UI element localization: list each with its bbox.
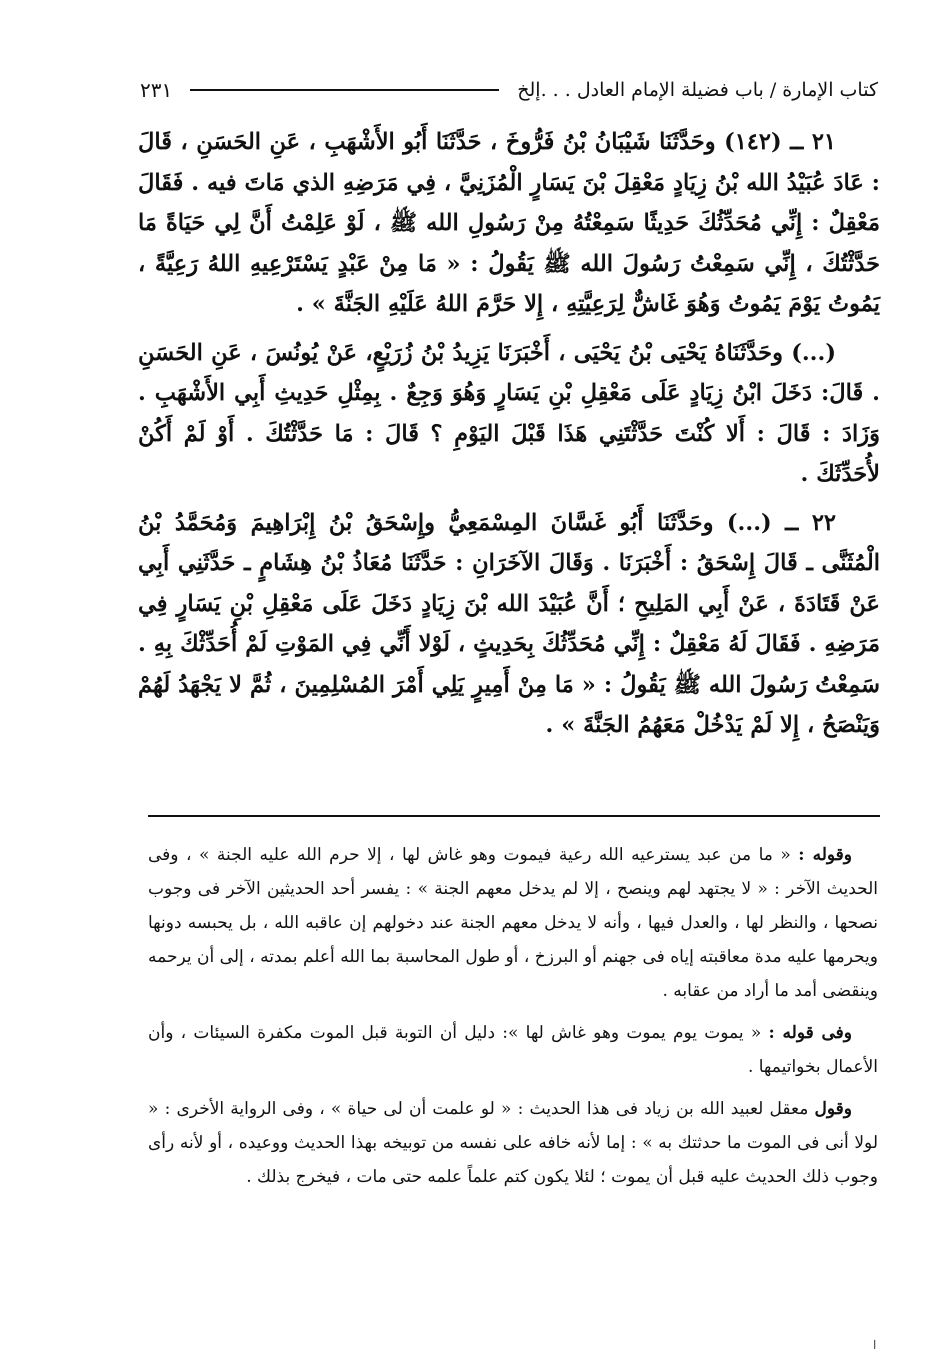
chapter-title: كتاب الإمارة / باب فضيلة الإمام العادل . . .إلخ: [517, 79, 878, 101]
commentary-lead: وقوله :: [798, 845, 852, 865]
header-rule: [190, 89, 499, 91]
footnote-divider: [148, 815, 880, 817]
hadith-text: [138, 122, 880, 746]
running-header: [140, 70, 878, 110]
page-number: ٢٣١: [140, 78, 173, 102]
commentary-paragraph: [148, 1016, 878, 1084]
hadith-22: ٢٢ ــ (...) وحَدَّثَنَا أَبُو غَسَّانَ المِسْمَعِيُّ وإِسْحَقُ بْنُ إِبْرَاهِيمَ وَمُحَمَّدُ بْنُ الْمُثَنَّى ـ قَالَ إِسْحَقُ : أَخْبَرَنَا . وَقَالَ الآخَرَانِ : حَدَّثَنَا مُعَاذُ بْنُ هِشَامٍ ـ حَدَّثَنِي أَبِي عَنْ قَتَادَةَ ، عَنْ أَبِي المَلِيحِ ؛ أَنَّ عُبَيْدَ الله بْنَ زِيَادٍ دَخَلَ عَلَى مَعْقِلِ بْنِ يَسَارٍ فِي مَرَضِهِ . فَقَالَ لَهُ مَعْقِلٌ : إِنِّي مُحَدِّثُكَ بِحَدِيثٍ ، لَوْلا أَنِّي فِي المَوْتِ لَمْ أُحَدِّثْكَ بِهِ . سَمِعْتُ رَسُولَ الله ﷺ يَقُولُ : « مَا مِنْ أَمِيرٍ يَلِي أَمْرَ المُسْلِمِينَ ، ثُمَّ لا يَجْهَدُ لَهُمْ وَيَنْصَحُ ، إِلا لَمْ يَدْخُلْ مَعَهُمُ الجَنَّةَ » .: [138, 509, 880, 738]
commentary-paragraph: [148, 838, 878, 1008]
commentary-text: « ما من عبد يسترعيه الله رعية فيموت وهو غاش لها ، إلا حرم الله عليه الجنة » ، وفى الحديث الآخر : « لا يجتهد لهم وينصح ، إلا لم يدخل معهم الجنة » : يفسر أحد الحديثين الآخر فى وجوب نصحها ، والنظر لها ، والعدل فيها ، وأنه لا يدخل معهم الجنة عند دخولهم إن عاقبه الله ، بل يحبسه دونها ويحرمها عليه مدة معاقبته إياه فى جهنم أو البرزخ ، أو طول المحاسبة بما الله أعلم بمدته ، إلى أن يرحمه وينقضى أمد ما أراد من عقابه .: [148, 845, 878, 1001]
commentary-text: معقل لعبيد الله بن زياد فى هذا الحديث : « لو علمت أن لى حياة » ، وفى الرواية الأخرى : « لولا أنى فى الموت ما حدثتك به » : إما لأنه خافه على نفسه من توبيخه بهذا الحديث ووعيده ، أو لأنه رأى وجوب ذلك الحديث عليه قبل أن يموت ؛ لئلا يكون كتم علماً علمه حتى مات ، فيخرج بذلك .: [148, 1099, 878, 1187]
commentary: [148, 838, 878, 1194]
hadith-21: ٢١ ــ (١٤٢) وحَدَّثَنَا شَيْبَانُ بْنُ فَرُّوخَ ، حَدَّثَنَا أَبُو الأَشْهَبِ ، عَنِ الحَسَنِ ، قَالَ : عَادَ عُبَيْدُ الله بْنُ زِيَادٍ مَعْقِلَ بْنَ يَسَارٍ الْمُزَنِيَّ ، فِي مَرَضِهِ الذي مَاتَ فيه . فَقَالَ مَعْقِلٌ : إِنِّي مُحَدِّثُكَ حَدِيثًا سَمِعْتُهُ مِنْ رَسُولِ الله ﷺ ، لَوْ عَلِمْتُ أَنَّ لِي حَيَاةً مَا حَدَّثْتُكَ ، إِنِّي سَمِعْتُ رَسُولَ الله ﷺ يَقُولُ : « مَا مِنْ عَبْدٍ يَسْتَرْعِيهِ اللهُ رَعِيَّةً ، يَمُوتُ يَوْمَ يَمُوتُ وَهُوَ غَاشٌّ لِرَعِيَّتِهِ ، إِلا حَرَّمَ اللهُ عَلَيْهِ الجَنَّةَ » .: [138, 129, 880, 317]
hadith-21-variant: (...) وحَدَّثَنَاهُ يَحْيَى بْنُ يَحْيَى ، أَخْبَرَنَا يَزِيدُ بْنُ زُرَيْعٍ، عَنْ يُونُسَ ، عَنِ الحَسَنِ . قَالَ: دَخَلَ ابْنُ زِيَادٍ عَلَى مَعْقِلِ بْنِ يَسَارٍ وَهُوَ وَجِعٌ . بِمِثْلِ حَدِيثِ أَبِي الأَشْهَبِ . وَزَادَ : قَالَ : أَلا كُنْتَ حَدَّثْتَنِي هَذَا قَبْلَ اليَوْمِ ؟ قَالَ : مَا حَدَّثْتُكَ . أَوْ لَمْ أَكُنْ لأُحَدِّثَكَ .: [138, 339, 880, 487]
commentary-paragraph: [148, 1092, 878, 1194]
commentary-lead: وفى قوله :: [768, 1023, 852, 1043]
page-mark: ا: [873, 1338, 877, 1352]
commentary-lead: وقول: [814, 1099, 852, 1119]
commentary-text: « يموت يوم يموت وهو غاش لها »: دليل أن التوبة قبل الموت مكفرة السيئات ، وأن الأعمال بخواتيمها .: [148, 1023, 878, 1077]
